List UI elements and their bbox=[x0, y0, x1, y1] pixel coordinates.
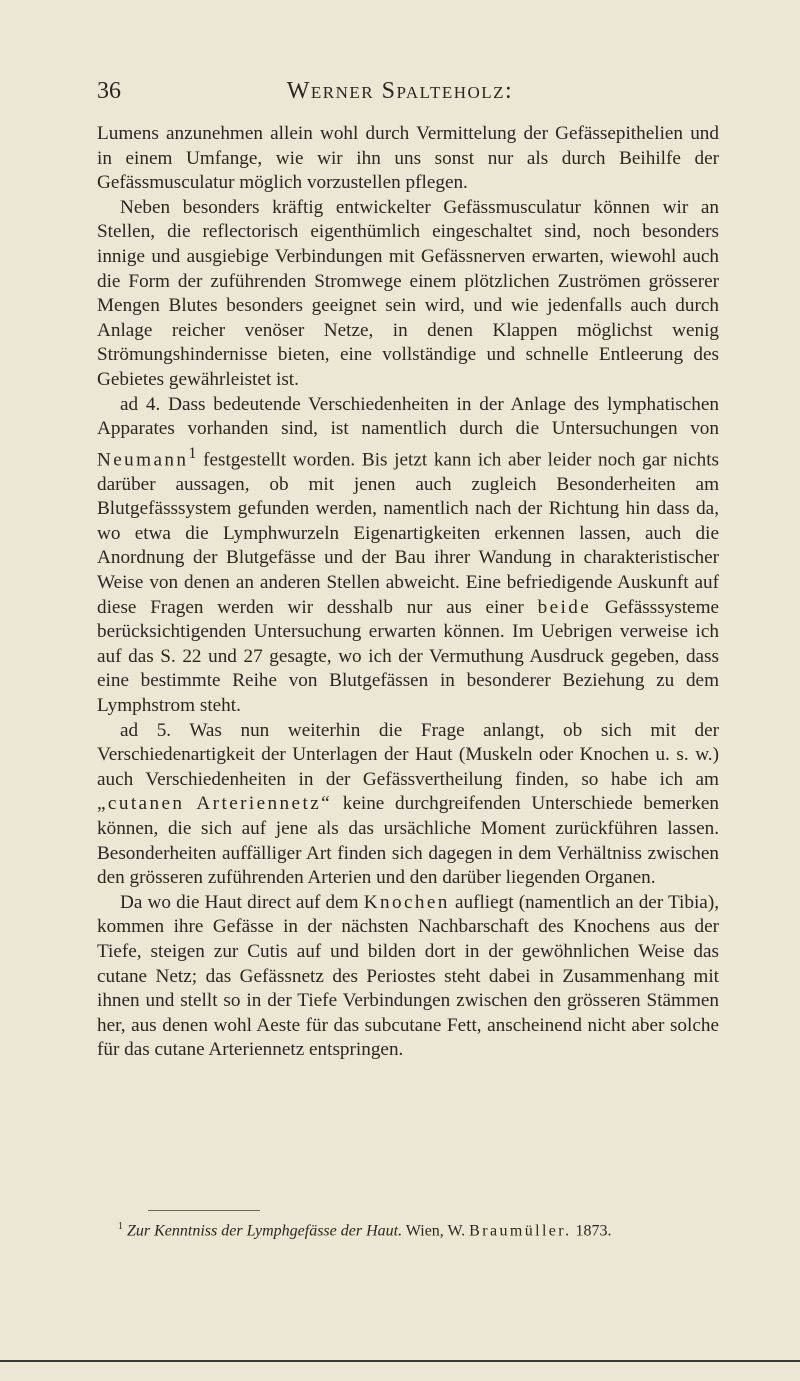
footnote-year: 1873. bbox=[575, 1222, 612, 1240]
paragraph-4-text-a: ad 5. Was nun weiterhin die Frage anlangt, ob sich mit der Verschiedenartigkeit der Unterlagen der Haut (Muskeln oder Knochen u. s. w.) auch Verschiedenheiten in der Gefässvertheilung finden, so habe ich am bbox=[97, 719, 719, 790]
page-number: 36 bbox=[97, 78, 121, 104]
paragraph-3 bbox=[97, 393, 719, 719]
footnote-divider bbox=[148, 1210, 260, 1211]
paragraph-4-text-b: keine durchgreifenden Unterschiede bemerken können, die sich auf jene als das ursächliche Moment zurückführen lassen. Besonderheiten auffälliger Art finden sich dagegen in dem Verhältniss zwischen den grösseren zuführenden Arterien und den darüber liegenden Organen. bbox=[97, 793, 720, 889]
emphasis-cutanen-arteriennetz: „cutanen Arteriennetz“ bbox=[97, 793, 333, 815]
paragraph-1: Lumens anzunehmen allein wohl durch Vermittelung der Gefässepithelien und in einem Umfange, wie wir ihn uns sonst nur als durch Beihilfe der Gefässmusculatur möglich vorzustellen pflegen. bbox=[97, 123, 719, 194]
paragraph-3-text-a: ad 4. Dass bedeutende Verschiedenheiten in der Anlage des lymphatischen Apparates vorhanden sind, ist namentlich durch die Untersuchungen von bbox=[97, 393, 719, 440]
footnote-place: Wien, W. bbox=[405, 1222, 466, 1240]
paragraph-5-text-b: aufliegt (namentlich an der Tibia), kommen ihre Gefässe in der nächsten Nachbarschaft des Knochens aus der Tiefe, steigen zur Cutis auf und bilden dort in der gewöhnlichen Weise das cutane Netz; das Gefässnetz des Periostes steht dabei in Zusammenhang mit ihnen und stellt so in der Tiefe Verbindungen zwischen den grösseren Stämmen her, aus denen wohl Aeste für das subcutane Fett, anscheinend nicht aber solche für das cutane Arteriennetz entspringen. bbox=[97, 891, 720, 1061]
paragraph-5 bbox=[97, 891, 719, 1063]
paragraph-2: Neben besonders kräftig entwickelter Gefässmusculatur können wir an Stellen, die reflectorisch eigenthümlich eingeschaltet sind, noch besonders innige und ausgiebige Verbindungen mit Gefässnerven erwarten, wiewohl auch die Form der zuführenden Stromwege einem plötzlichen Zuströmen grösserer Mengen Blutes besonders geeignet sein wird, und wie jedenfalls auch durch Anlage reicher venöser Netze, in denen Klappen möglichst wenig Strömungshindernisse bieten, eine vollständige und schnelle Entleerung des Gebietes gewährleistet ist. bbox=[97, 196, 719, 390]
paragraph-3-text-b: festgestellt worden. Bis jetzt kann ich aber leider noch gar nichts darüber aussagen, ob mit jenen auch zugleich Besonderheiten am Blutgefässsystem gefunden werden, namentlich nach der Richtung hin dass da, wo etwa die Lymphwurzeln Eigenartigkeiten erkennen lassen, auch die Anordnung der Blutgefässe und der Bau ihrer Wandung in charakteristischer Weise von denen an anderen Stellen abweicht. Eine befriedigende Auskunft auf diese Fragen werden wir desshalb nur aus einer bbox=[97, 449, 719, 618]
body-text bbox=[97, 122, 719, 1063]
emphasis-knochen: Knochen bbox=[363, 891, 450, 913]
bottom-edge-line bbox=[0, 1360, 800, 1362]
footnote bbox=[118, 1217, 738, 1241]
footnote-number: 1 bbox=[118, 1221, 123, 1232]
footnote-publisher: Braumüller. bbox=[469, 1222, 572, 1240]
footnote-title: Zur Kenntniss der Lymphgefässe der Haut. bbox=[127, 1222, 403, 1240]
page-header bbox=[0, 78, 800, 110]
paragraph-4 bbox=[97, 719, 719, 891]
paragraph-3-text-c: Gefässsysteme berücksichtigenden Untersuchung erwarten können. Im Uebrigen verweise ich auf das S. 22 und 27 gesagte, wo ich der Vermuthung Ausdruck gegeben, dass eine bestimmte Reihe von Blutgefässen in besonderer Beziehung zu dem Lymphstrom steht. bbox=[97, 596, 720, 717]
emphasis-beide: beide bbox=[537, 596, 592, 618]
footnote-marker[interactable]: 1 bbox=[188, 444, 197, 462]
running-title: Werner Spalteholz: bbox=[286, 78, 514, 104]
paragraph-5-text-a: Da wo die Haut direct auf dem bbox=[120, 891, 359, 913]
author-name-neumann: Neumann bbox=[97, 449, 189, 471]
